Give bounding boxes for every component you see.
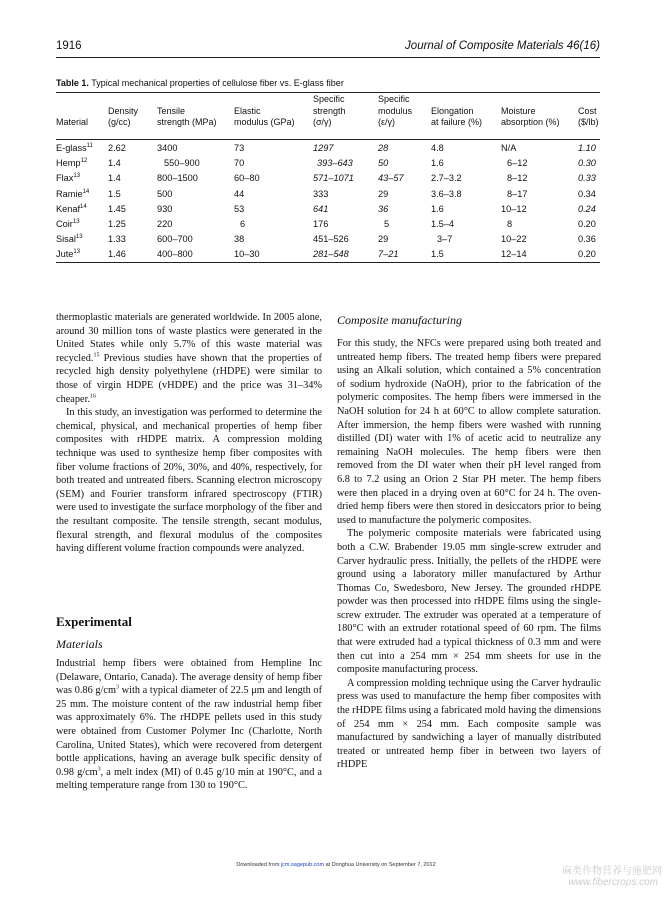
table-cell-elongation: 3–7 (437, 234, 453, 245)
citation-ref: 13 (73, 249, 81, 256)
paragraph-text: with a typical diameter of 22.5 μm and length of 25 mm. The moisture content of the raw industrial hemp fiber was approximately 6%. The rHDPE pellets used in this study were obtained from Customer Polymer Inc (Charlotte, North Carolina, United States), which were recovered from detergent bottle applications, having an average bulk specific density of 0.98 g/cm (56, 685, 322, 778)
table-cell-moisture: 8–17 (507, 188, 528, 199)
table-cell-elongation: 3.6–3.8 (431, 188, 462, 199)
table-cell-cost: 0.20 (578, 249, 596, 260)
table-cell-tensile: 800–1500 (157, 173, 198, 184)
table-cell-moisture: N/A (501, 143, 517, 153)
table-header-cell: Density (108, 105, 139, 116)
table-cell-elastic: 60–80 (234, 173, 260, 184)
table-cell-sp-strength: 451–526 (313, 234, 349, 245)
subheading-materials: Materials (56, 637, 103, 651)
watermark-url: www.fibercrops.com (568, 877, 658, 888)
table-cell-cost: 0.24 (578, 203, 596, 214)
table-cell-sp-strength: 571–1071 (313, 173, 354, 184)
table-cell-cost: 0.20 (578, 219, 596, 229)
table-cell-sp-modulus: 28 (378, 143, 389, 153)
table-cell-elastic: 73 (234, 143, 245, 153)
table-header-cell: Tensile (157, 105, 186, 116)
citation-ref: 14 (80, 203, 87, 210)
table-cell-sp-modulus: 43–57 (378, 173, 404, 184)
table-cell-elongation: 1.5 (431, 249, 444, 260)
table-cell-tensile: 930 (157, 203, 173, 214)
table-cell-sp-modulus: 7–21 (378, 249, 399, 260)
table-cell-cost: 1.10 (578, 143, 596, 153)
citation-ref: 13 (75, 234, 83, 241)
table-row-label (56, 143, 93, 153)
table-cell-elongation: 1.6 (431, 158, 444, 169)
citation-ref: 14 (82, 188, 90, 195)
table-cell-moisture: 12–14 (501, 249, 527, 260)
table-cell-sp-strength: 176 (313, 219, 329, 229)
right-column (337, 337, 601, 772)
material-name: Sisal (56, 234, 76, 245)
footer-text: at Donghua University on September 7, 2012 (324, 862, 436, 868)
citation-ref: 12 (80, 158, 88, 165)
superscript: 3 (97, 766, 101, 773)
table-header-cell: Material (56, 117, 89, 127)
table-header-cell: absorption (%) (501, 117, 560, 127)
table-header-cell: Specific (378, 94, 410, 104)
table-caption-text: Typical mechanical properties of cellulose fiber vs. E-glass fiber (91, 78, 344, 88)
left-column (56, 311, 322, 556)
table-cell-tensile: 550–900 (164, 158, 200, 169)
table-cell-elongation: 1.6 (431, 203, 444, 214)
citation-ref: 16 (90, 393, 97, 400)
table-cell-sp-strength: 641 (313, 203, 329, 214)
table-row-label (56, 189, 89, 199)
table-cell-elastic: 53 (234, 203, 245, 214)
table-cell-sp-modulus: 5 (384, 219, 390, 229)
table-header-cell: Moisture (501, 105, 536, 116)
header-rule (56, 57, 600, 58)
paragraph-text: Industrial hemp fibers were obtained from Hempline Inc (Delaware, Ontario, Canada). The average density of hemp fiber was 0.86 g/cm (56, 658, 322, 697)
section-heading-experimental: Experimental (56, 614, 132, 629)
table-cell-cost: 0.30 (578, 158, 596, 169)
table-cell-elongation: 1.5–4 (431, 219, 454, 229)
left-column-materials (56, 657, 322, 793)
table-cell-sp-strength: 393–643 (317, 158, 353, 169)
table-cell-elongation: 2.7–3.2 (431, 173, 462, 184)
table-header-cell: Specific (313, 94, 345, 104)
table-header-cell: strength (313, 105, 346, 116)
table-cell-sp-strength: 1297 (313, 143, 334, 153)
table-cell-elastic: 70 (234, 158, 245, 169)
table-header-cell: modulus (GPa) (234, 117, 295, 127)
table-cell-moisture: 8 (507, 219, 513, 229)
watermark-chinese: 麻类作物营养与施肥网 (562, 866, 662, 877)
table-cell-moisture: 6–12 (507, 158, 528, 169)
table-header-cell: ($/lb) (578, 117, 599, 127)
citation-ref: 13 (72, 218, 80, 225)
table-cell-sp-modulus: 36 (378, 203, 389, 214)
material-name: Ramie (56, 188, 83, 199)
table-cell-tensile: 3400 (157, 143, 178, 153)
table-header-cell: (σ/γ) (313, 117, 332, 127)
table-cell-density: 1.33 (108, 234, 126, 245)
table-cell-density: 1.4 (108, 158, 121, 169)
table-cell-tensile: 220 (157, 219, 173, 229)
table-row-label (56, 234, 83, 244)
page-number: 1916 (56, 40, 82, 52)
paragraph-text: thermoplastic materials are generated worldwide. In 2005 alone, around 30 million tons of waste plastics were generated in the United States while only 5.7% of this waste material was recycled. (56, 312, 322, 364)
paragraph: In this study, an investigation was performed to determine the chemical, physical, and mechanical properties of hemp fiber composites with rHDPE matrix. A compression molding technique was used to synthesize hemp fiber composites with fiber volume fractions of 20%, 30%, and 40%, respectively, for both treated and untreated fibers. Scanning electron microscopy (SEM) and Fourier transform infrared spectroscopy (FTIR) were used to investigate the surface morphology of the fiber and the resultant composite. The tensile strength, secant modulus, flexural strength, and flexural modulus of the composites having different volume fraction compounds were analyzed. (56, 407, 322, 555)
citation-ref: 15 (93, 352, 100, 359)
table-cell-elastic: 10–30 (234, 249, 260, 260)
table-cell-sp-strength: 281–548 (313, 249, 349, 260)
table-caption (56, 78, 344, 88)
table-cell-moisture: 8–12 (507, 173, 528, 184)
footer-link[interactable]: jcm.sagepub.com (280, 862, 325, 868)
paragraph (56, 657, 322, 793)
table-cell-sp-strength: 333 (313, 188, 329, 199)
table-header-cell: Elongation (431, 105, 474, 116)
paragraph (56, 311, 322, 406)
paragraph: For this study, the NFCs were prepared using both treated and untreated hemp fibers. The treated hemp fibers were prepared using an Alkali solution, which contained a 5% concentration of sodium hydroxide (NaOH), prior to the fabrication of the polymeric composites. The hemp fibers were immersed in the NaOH solution for 24 h at 60°C to allow complete saturation. After immersion, the hemp fibers were washed with running distilled (DI) water with 1% of acetic acid to neutralize any remaining NaOH molecules. The hemp fibers were then removed from the DI water when their pH level ranged from 6.8 to 7.2 using an Orion 2 Star PH meter. The hemp fibers were then placed in a drying oven at 60°C for 24 h. The oven-dried hemp fibers were then stored in desiccators prior to being used to manufacture the polymeric composites. (337, 338, 601, 526)
table-cell-tensile: 600–700 (157, 234, 193, 245)
table-top-rule (56, 92, 600, 93)
material-name: E-glass (56, 143, 87, 153)
table-cell-sp-modulus: 29 (378, 188, 389, 199)
table-cell-moisture: 10–22 (501, 234, 527, 245)
table-header-cell: modulus (378, 105, 413, 116)
table-cell-density: 1.25 (108, 219, 126, 229)
table-cell-sp-modulus: 50 (378, 158, 389, 169)
table-header-cell: (ε/γ) (378, 117, 396, 127)
superscript: 3 (115, 684, 119, 691)
citation-ref: 13 (73, 173, 81, 180)
table-header-cell: Cost (578, 105, 597, 116)
table-cell-density: 1.46 (108, 249, 126, 260)
paragraph: A compression molding technique using the Carver hydraulic press was used to manufacture the hemp fiber composites with the rHDPE films using a fabricated mold having the dimensions of 254 mm × 254 mm. Each composite sample was manufactured by sandwiching a layer of manually distributed treated or untreated hemp fiber in between two layers of rHDPE (337, 677, 601, 771)
table-row-label (56, 204, 87, 214)
table-header-rule (56, 139, 600, 140)
table-cell-density: 1.4 (108, 173, 121, 184)
table-row-label (56, 158, 87, 168)
table-cell-elastic: 6 (240, 219, 246, 229)
table-cell-density: 1.5 (108, 188, 121, 199)
table-header-cell: at failure (%) (431, 117, 483, 127)
journal-title: Journal of Composite Materials 46(16) (405, 40, 600, 52)
table-cell-cost: 0.36 (578, 234, 596, 245)
table-header-cell: strength (MPa) (157, 117, 217, 127)
paragraph: The polymeric composite materials were fabricated using both a C.W. Brabender 19.05 mm single-screw extruder and Carver hydraulic press. Initially, the pellets of the rHDPE were ground using a laboratory miller manufactured by Arthur Thomas Co, Swedesboro, New Jersey. The grounded rHDPE powder was then processed into rHDPE films using the single-screw extruder. The extruder was operated at a temperature of 180°C with an extruder rotational speed of 60 rpm. The films that were extruded had a typical thickness of 0.3 mm and were then cut into a 254 mm × 254 mm sheets for use in the composite manufacturing process. (337, 528, 601, 676)
paragraph-text: Previous studies have shown that the properties of recycled high density polyethylene (rHDPE) were similar to those of virgin HDPE (vHDPE) and the price was 31–34% cheaper. (56, 352, 322, 405)
table-cell-tensile: 500 (157, 188, 173, 199)
table-caption-label: Table 1. (56, 78, 89, 88)
material-name: Jute (56, 249, 74, 260)
table-row-label (56, 173, 80, 183)
table-cell-cost: 0.34 (578, 188, 596, 199)
table-cell-tensile: 400–800 (157, 249, 193, 260)
table-header-cell: (g/cc) (108, 117, 131, 127)
table-header-cell: Elastic (234, 105, 261, 116)
footer-text: Downloaded from (236, 862, 281, 868)
paragraph-text: , a melt index (MI) of 0.45 g/10 min at 190°C, and a melting temperature range from 130 to 190°C. (56, 766, 322, 792)
material-name: Flax (56, 173, 74, 184)
subheading-composite-manufacturing: Composite manufacturing (337, 313, 462, 327)
table-cell-cost: 0.33 (578, 173, 596, 184)
table-cell-elongation: 4.8 (431, 143, 444, 153)
table-cell-density: 1.45 (108, 203, 126, 214)
material-name: Hemp (56, 158, 81, 169)
table-row-label (56, 219, 80, 229)
citation-ref: 11 (86, 142, 93, 149)
table-row-label (56, 249, 80, 259)
table-bottom-rule (56, 262, 600, 263)
table-cell-density: 2.62 (108, 143, 126, 153)
table-cell-elastic: 44 (234, 188, 245, 199)
table-cell-elastic: 38 (234, 234, 245, 245)
table-cell-sp-modulus: 29 (378, 234, 389, 245)
table-cell-moisture: 10–12 (501, 203, 527, 214)
material-name: Kenaf (56, 203, 81, 214)
material-name: Coir (56, 219, 73, 229)
